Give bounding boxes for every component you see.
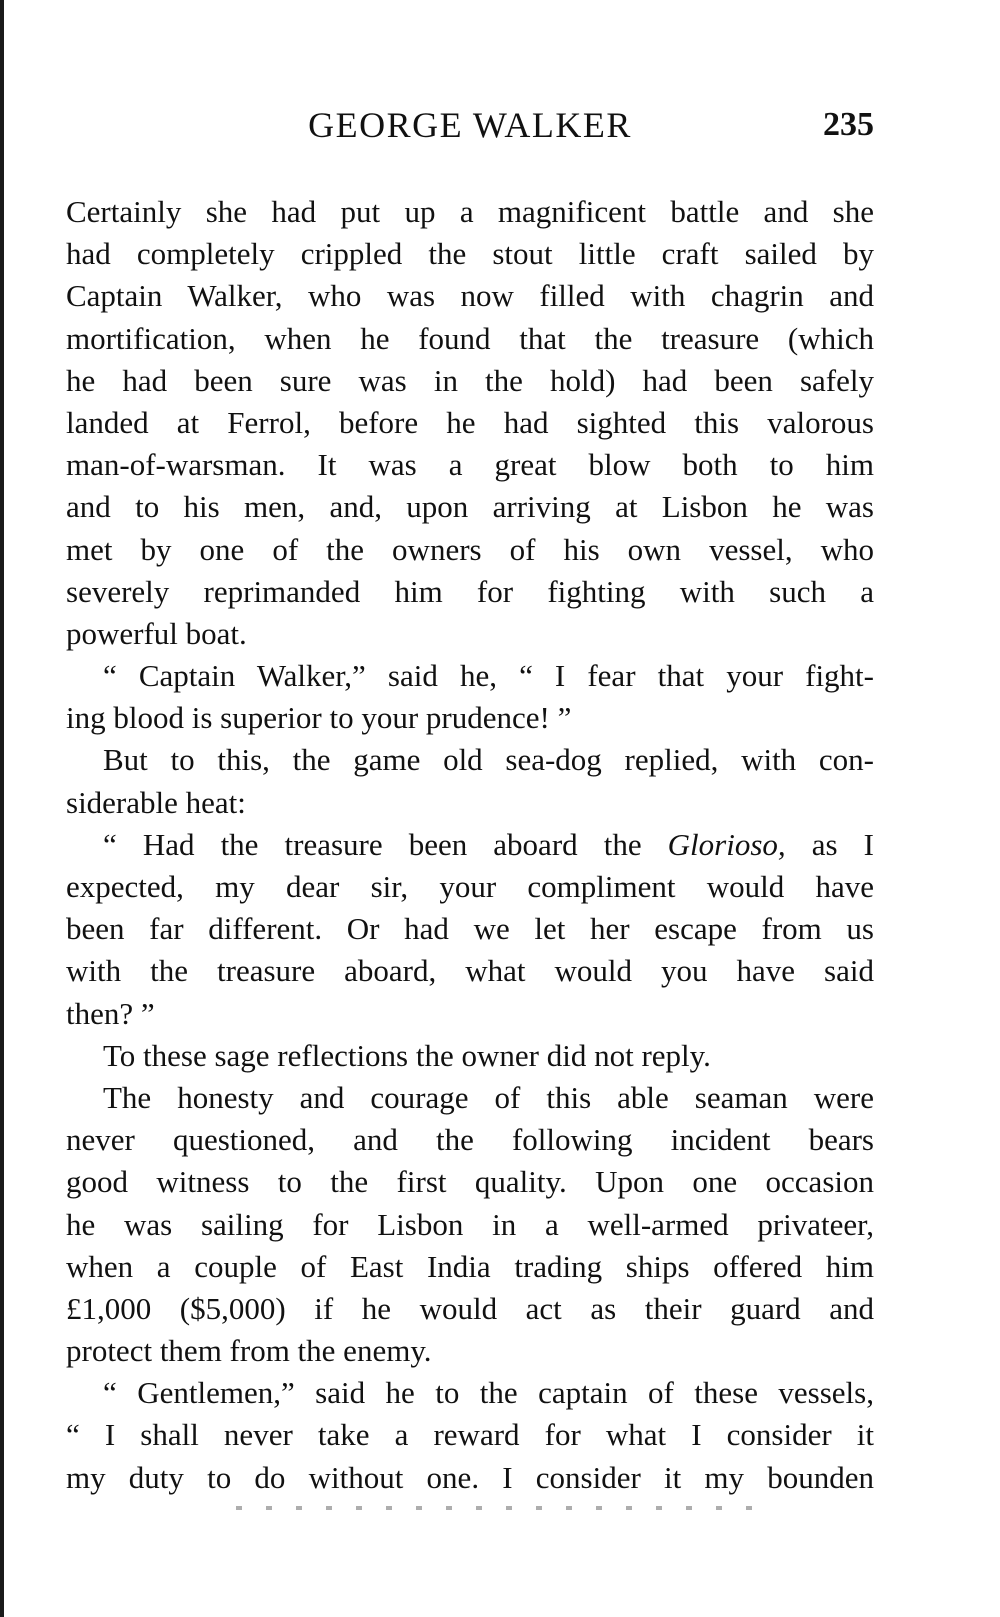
text-line: when a couple of East India trading ships offered him [66, 1248, 874, 1284]
text-line: severely reprimanded him for fighting with such a [66, 573, 874, 609]
text-segment: “ Had the treasure been aboard the [103, 826, 668, 862]
text-line: he had been sure was in the hold) had been safely [66, 362, 874, 398]
text-line: £1,000 ($5,000) if he would act as their guard and [66, 1290, 874, 1326]
page-number: 235 [823, 106, 874, 143]
bottom-scan-marks [236, 1506, 766, 1510]
page-edge-rule [0, 0, 4, 1617]
text-line-with-italic [66, 824, 874, 866]
text-line: But to this, the game old sea-dog replied, with con- [103, 742, 874, 778]
text-line: man-of-warsman. It was a great blow both to him [66, 447, 874, 483]
text-line: expected, my dear sir, your compliment would have [66, 869, 874, 904]
text-line: The honesty and courage of this able seaman were [103, 1079, 874, 1115]
text-line: siderable heat: [66, 784, 246, 820]
text-line: met by one of the owners of his own vessel, who [66, 531, 874, 567]
text-line: never questioned, and the following incident bears [66, 1122, 874, 1158]
page-body [66, 191, 874, 1499]
text-line: then? ” [66, 995, 155, 1031]
text-line: powerful boat. [66, 615, 247, 651]
text-line: “ Captain Walker,” said he, “ I fear that your fight- [103, 658, 874, 694]
text-line: been far different. Or had we let her escape from us [66, 911, 874, 947]
text-line: “ I shall never take a reward for what I consider it [66, 1417, 874, 1453]
text-line: Certainly she had put up a magnificent battle and she [66, 194, 874, 229]
text-line: he was sailing for Lisbon in a well-armed privateer, [66, 1206, 874, 1242]
text-line: ing blood is superior to your prudence! ” [66, 700, 572, 736]
text-line: with the treasure aboard, what would you have said [66, 953, 874, 989]
text-line: Captain Walker, who was now filled with chagrin and [66, 278, 874, 314]
text-line: landed at Ferrol, before he had sighted this valorous [66, 404, 874, 440]
text-line: and to his men, and, upon arriving at Lisbon he was [66, 489, 874, 525]
text-line: had completely crippled the stout little craft sailed by [66, 236, 874, 272]
ship-name-italic: Glorioso, [667, 826, 786, 862]
text-line: good witness to the first quality. Upon one occasion [66, 1164, 874, 1200]
text-line: “ Gentlemen,” said he to the captain of these vessels, [103, 1375, 874, 1411]
page-header [66, 100, 874, 150]
text-line: mortification, when he found that the treasure (which [66, 320, 874, 356]
running-title: GEORGE WALKER [308, 105, 632, 145]
text-segment: as I [785, 826, 874, 862]
text-line: protect them from the enemy. [66, 1333, 432, 1369]
text-line: my duty to do without one. I consider it my bounden [66, 1459, 874, 1495]
text-line: To these sage reflections the owner did not reply. [103, 1037, 711, 1073]
